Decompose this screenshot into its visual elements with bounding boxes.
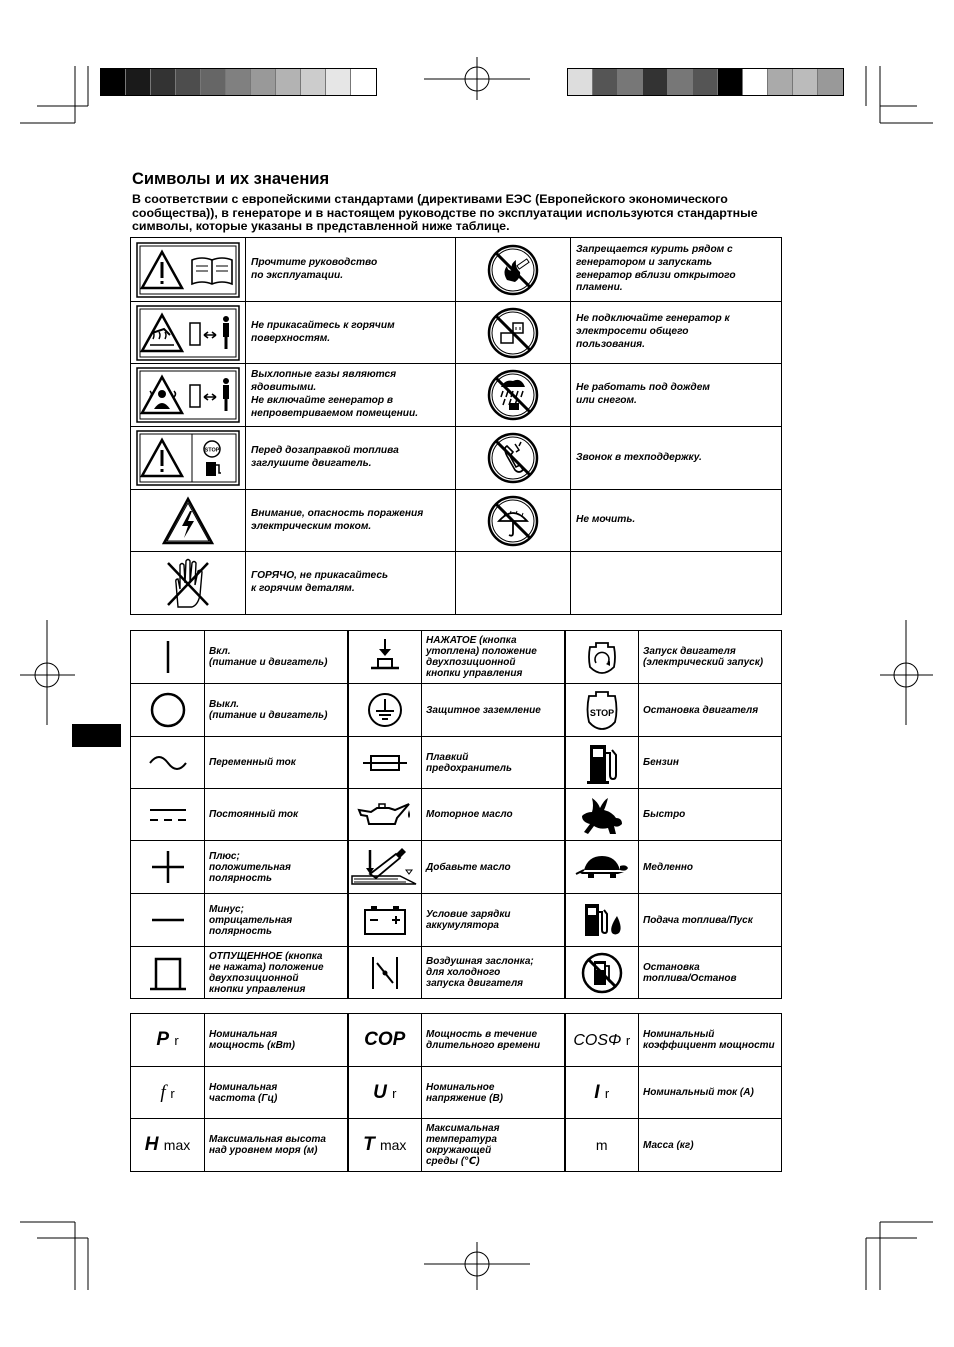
left-symbol-label: Внимание, опасность поражения электрическим током. <box>251 507 424 532</box>
hot-no-touch-icon <box>160 555 216 611</box>
symbol-label: ОТПУЩЕННОЕ (кнопка не нажата) положение двухпозиционной кнопки управления <box>209 950 324 995</box>
turtle-slow-icon <box>574 852 630 882</box>
rated-power-symbol: P r <box>156 1029 179 1050</box>
plus-icon <box>148 847 188 887</box>
symbol-label: НАЖАТОЕ (кнопка утоплена) положение двухпозиционной кнопки управления <box>426 635 537 679</box>
rated-frequency-symbol: f r <box>160 1081 175 1103</box>
symbol-label: Мощность в течение длительного времени <box>426 1029 541 1051</box>
symbol-label: Быстро <box>643 809 686 820</box>
intro-paragraph: В соответствии с европейскими стандартами (директивами ЕЭС (Европейского экономического сообщества)), в генераторе и в настоящем руководстве по эксплуатации используются стандартные символы, которые указаны в представленной ниже таблице. <box>132 192 758 234</box>
protective-earth-icon <box>365 690 405 730</box>
battery-icon <box>361 902 409 938</box>
svg-text:STOP: STOP <box>204 447 220 454</box>
symbol-label: Запуск двигателя (электрический запуск) <box>643 646 764 668</box>
call-support-icon <box>485 430 541 486</box>
power-off-icon <box>148 690 188 730</box>
table-row <box>131 1119 782 1172</box>
symbol-label: Максимальная температура окружающей среды (℃) <box>426 1123 500 1167</box>
no-grid-connection-icon <box>485 305 541 361</box>
button-released-icon <box>146 951 190 995</box>
fuel-stop-icon <box>580 951 624 995</box>
symbol-label: Номинальный ток (А) <box>643 1087 754 1098</box>
warning-stop-before-refuel-icon <box>136 430 240 486</box>
symbol-label: Условие зарядки аккумулятора <box>426 909 511 931</box>
symbol-label: Масса (кг) <box>643 1139 694 1151</box>
right-symbol-label: Не подключайте генератор к электросети общего пользования. <box>576 313 730 350</box>
engine-start-icon <box>582 637 622 677</box>
warning-hot-surface-icon <box>136 305 240 361</box>
table-row <box>131 789 782 841</box>
left-symbol-label: Перед дозаправкой топлива заглушите двигатель. <box>251 445 399 469</box>
max-temperature-symbol: T max <box>363 1134 407 1155</box>
mass-symbol: m <box>595 1137 608 1153</box>
symbol-label: Постоянный ток <box>209 809 299 820</box>
add-oil-icon <box>350 844 420 890</box>
table-row <box>131 841 782 894</box>
symbol-label: Переменный ток <box>209 757 296 768</box>
symbol-label: Подача топлива/Пуск <box>643 914 753 926</box>
table-row <box>131 364 782 427</box>
left-symbol-label: Прочтите руководство по эксплуатации. <box>251 256 378 281</box>
engine-oil-icon <box>355 798 415 832</box>
ac-icon <box>146 748 190 778</box>
button-pressed-icon <box>365 637 405 677</box>
symbol-label: Добавьте масло <box>426 861 511 873</box>
table-row <box>131 490 782 552</box>
no-wet-icon <box>485 493 541 549</box>
symbol-label: Максимальная высота над уровнем моря (м) <box>209 1134 326 1156</box>
control-symbols-table <box>130 630 782 999</box>
safety-symbols-table <box>130 237 782 615</box>
max-altitude-symbol: H max <box>144 1134 191 1155</box>
svg-text:STOP: STOP <box>589 708 614 718</box>
right-symbol-label: Не работать под дождем или снегом. <box>576 382 710 406</box>
page-title: Символы и их значения <box>132 170 330 188</box>
symbol-label: Плавкий предохранитель <box>426 751 512 774</box>
symbol-label: Вкл. (питание и двигатель) <box>209 646 328 668</box>
symbol-label: Защитное заземление <box>426 704 541 716</box>
table-row <box>131 302 782 364</box>
right-symbol-label: Запрещается курить рядом с генератором и запускать генератор вблизи открытого пламени. <box>576 243 736 294</box>
table-row <box>131 1014 782 1067</box>
symbol-label: Минус; отрицательная полярность <box>209 903 293 937</box>
rabbit-fast-icon <box>578 794 626 836</box>
table-row <box>131 1067 782 1119</box>
power-factor-symbol: COSΦ r <box>573 1032 631 1049</box>
fuse-icon <box>361 748 409 778</box>
engine-stop-icon <box>582 688 622 732</box>
symbol-label: Воздушная заслонка; для холодного запуска двигателя <box>426 956 534 989</box>
warning-exhaust-gas-icon <box>136 367 240 423</box>
no-smoking-no-flame-icon <box>485 242 541 298</box>
right-symbol-label: Звонок в техподдержку. <box>576 451 702 463</box>
fuel-pump-icon <box>582 741 622 785</box>
symbol-label: Остановка двигателя <box>643 704 759 716</box>
rated-voltage-symbol: U r <box>373 1081 397 1103</box>
dc-icon <box>146 800 190 830</box>
power-on-icon <box>148 637 188 677</box>
right-symbol-label: Не мочить. <box>576 514 636 526</box>
symbol-label: Моторное масло <box>426 809 513 820</box>
symbol-label: Номинальный коэффициент мощности <box>643 1029 775 1051</box>
left-symbol-label: ГОРЯЧО, не прикасайтесь к горячим деталям. <box>251 570 389 594</box>
rated-current-symbol: I r <box>594 1081 610 1103</box>
symbol-label: Остановка топлива/Останов <box>643 961 737 984</box>
warning-read-manual-icon <box>136 242 240 298</box>
minus-icon <box>148 900 188 940</box>
left-symbol-label: Выхлопные газы являются ядовитыми. Не включайте генератор в непроветриваемом помещении. <box>251 369 419 419</box>
table-row <box>131 894 782 947</box>
symbol-label: Номинальная частота (Гц) <box>209 1081 278 1104</box>
table-row <box>131 631 782 684</box>
electric-shock-icon <box>158 493 218 549</box>
table-row <box>131 737 782 789</box>
symbol-label: Плюс; положительная полярность <box>209 850 291 884</box>
table-row <box>131 552 782 615</box>
section-tab-marker <box>72 724 121 747</box>
fuel-feed-icon <box>579 900 625 940</box>
choke-icon <box>365 953 405 993</box>
table-row <box>131 947 782 999</box>
symbol-label: Номинальное напряжение (В) <box>426 1081 504 1104</box>
table-row <box>131 238 782 302</box>
left-symbol-label: Не прикасайтесь к горячим поверхностям. <box>251 319 395 344</box>
continuous-power-symbol: COP <box>364 1029 406 1050</box>
symbol-label: Бензин <box>643 757 679 768</box>
table-row <box>131 427 782 490</box>
table-row <box>131 684 782 737</box>
symbol-label: Номинальная мощность (кВт) <box>209 1029 296 1051</box>
no-rain-snow-icon <box>485 367 541 423</box>
symbol-label: Медленно <box>643 861 694 873</box>
rating-symbols-table <box>130 1013 782 1172</box>
symbol-label: Выкл. (питание и двигатель) <box>209 699 328 721</box>
